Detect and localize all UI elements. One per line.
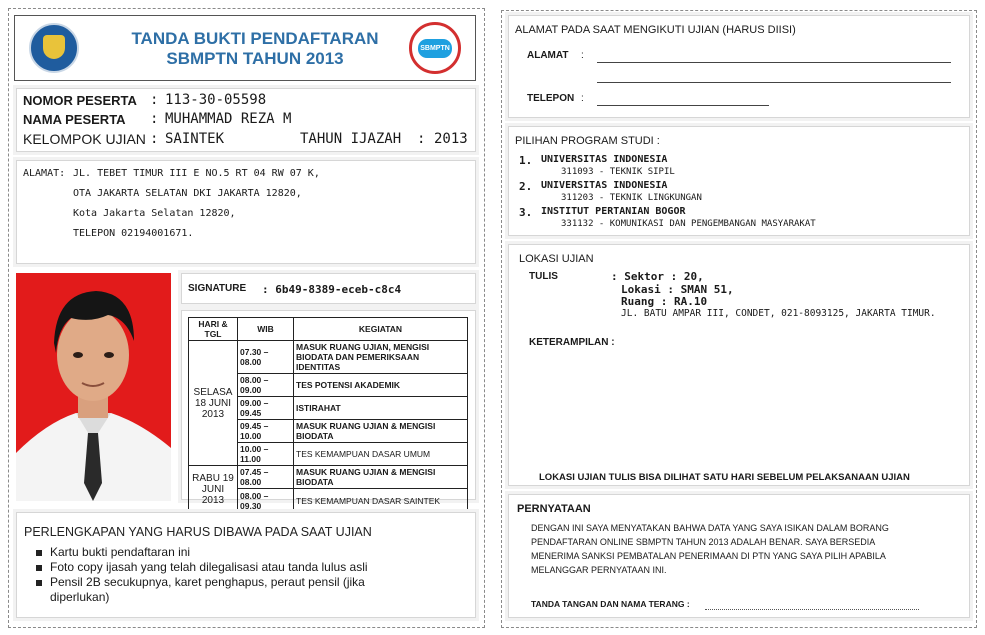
sbmptn-logo-icon: SBMPTN [409,22,461,74]
kelompok-colon: : [150,131,159,147]
program-num-3: 3. [519,206,533,219]
telepon-colon: : [581,93,584,104]
schedule-time: 07.45 – 08.00 [238,466,294,489]
tulis-label: TULIS [529,271,558,282]
schedule-activity: TES KEMAMPUAN DASAR SAINTEK [294,489,468,513]
program-univ-2: UNIVERSITAS INDONESIA [541,180,668,191]
location-lokasi: Lokasi : SMAN 51, [621,283,734,296]
university-seal-icon [29,23,79,73]
signature-box [181,273,476,304]
schedule-activity: MASUK RUANG UJIAN, MENGISI BIODATA DAN PEMERIKSAAN IDENTITAS [294,341,468,374]
program-num-1: 1. [519,154,533,167]
program-num-2: 2. [519,180,533,193]
programs-box [508,126,970,236]
address-line3: Kota Jakarta Selatan 12820, [73,208,236,219]
schedule-header-day: HARI & TGL [189,318,238,341]
statement-box [508,494,970,618]
location-ruang: Ruang : RA.10 [621,295,708,308]
nomor-label: NOMOR PESERTA [23,93,137,108]
nomor-value: 113-30-05598 [165,92,267,108]
list-item: Kartu bukti pendaftaran ini [34,545,394,560]
nama-label: NAMA PESERTA [23,112,126,127]
location-title: LOKASI UJIAN [519,253,594,265]
program-univ-3: INSTITUT PERTANIAN BOGOR [541,206,686,217]
statement-line2: PENDAFTARAN ONLINE SBMPTN TAHUN 2013 ADALAH BENAR. SAYA BERSEDIA [531,537,876,547]
list-item: Pensil 2B secukupnya, karet penghapus, peraut pensil (jika diperlukan) [34,575,394,605]
schedule-row [189,341,468,374]
statement-title: PERNYATAAN [517,503,591,515]
schedule-row [189,466,468,489]
schedule-header-time: WIB [238,318,294,341]
nama-value: MUHAMMAD REZA M [165,111,292,127]
program-univ-1: UNIVERSITAS INDONESIA [541,154,668,165]
program-prodi-3: 331132 - KOMUNIKASI DAN PENGEMBANGAN MASYARAKAT [561,219,816,229]
sign-label: TANDA TANGAN DAN NAMA TERANG : [531,599,690,609]
kelompok-value: SAINTEK [165,131,225,147]
location-address: JL. BATU AMPAR III, CONDET, 021-8093125, JAKARTA TIMUR. [621,308,936,319]
schedule-time: 09.00 – 09.45 [238,397,294,420]
schedule-day2: RABU 19 JUNI 2013 [189,466,238,513]
schedule-time: 10.00 – 11.00 [238,443,294,466]
exam-address-box [508,15,970,118]
location-note: LOKASI UJIAN TULIS BISA DILIHAT SATU HARI SEBELUM PELAKSANAAN UJIAN [539,472,910,483]
schedule-activity: TES KEMAMPUAN DASAR UMUM [294,443,468,466]
kelompok-label: KELOMPOK UJIAN [23,131,146,147]
tahun-colon: : [417,131,426,147]
list-item: Foto copy ijasah yang telah dilegalisasi atau tanda lulus asli [34,560,394,575]
address-label: ALAMAT: [23,168,66,179]
schedule-time: 07.30 – 08.00 [238,341,294,374]
header-title-line1: TANDA BUKTI PENDAFTARAN [131,29,379,48]
schedule-time: 09.45 – 10.00 [238,420,294,443]
address-box [16,160,476,264]
keterampilan-label: KETERAMPILAN : [529,337,615,348]
signature-label: SIGNATURE [188,283,247,294]
alamat-colon: : [581,50,584,61]
statement-line1: DENGAN INI SAYA MENYATAKAN BAHWA DATA YANG SAYA ISIKAN DALAM BORANG [531,523,889,533]
tahun-value: 2013 [434,131,468,147]
header-box [14,15,476,81]
schedule-header-row [189,318,468,341]
schedule-activity: TES POTENSI AKADEMIK [294,374,468,397]
telepon-label: TELEPON [527,93,575,104]
program-prodi-2: 311203 - TEKNIK LINGKUNGAN [561,193,702,203]
schedule-time: 08.00 – 09.00 [238,374,294,397]
address-line4: TELEPON 02194001671. [73,228,194,239]
kit-title: PERLENGKAPAN YANG HARUS DIBAWA PADA SAAT UJIAN [24,525,372,539]
program-prodi-1: 311093 - TEKNIK SIPIL [561,167,675,177]
alamat-line-2 [597,82,951,83]
schedule-activity: ISTIRAHAT [294,397,468,420]
participant-box [16,88,476,152]
kit-list [34,545,394,605]
header-title-line2: SBMPTN TAHUN 2013 [166,49,344,68]
exam-address-title: ALAMAT PADA SAAT MENGIKUTI UJIAN (HARUS DIISI) [515,24,796,36]
alamat-line-1 [597,62,951,63]
address-line1: JL. TEBET TIMUR III E NO.5 RT 04 RW 07 K, [73,168,320,179]
portrait-image [16,273,171,501]
address-line2: OTA JAKARTA SELATAN DKI JAKARTA 12820, [73,188,302,199]
schedule-activity: MASUK RUANG UJIAN & MENGISI BIODATA [294,466,468,489]
location-sektor: : Sektor : 20, [611,270,704,283]
schedule-day1: SELASA 18 JUNI 2013 [189,341,238,466]
alamat-label: ALAMAT [527,50,569,61]
programs-title: PILIHAN PROGRAM STUDI : [515,135,660,147]
schedule-time: 08.00 – 09.30 [238,489,294,513]
schedule-header-activity: KEGIATAN [294,318,468,341]
schedule-activity: MASUK RUANG UJIAN & MENGISI BIODATA [294,420,468,443]
sign-line [705,609,919,610]
tahun-label: TAHUN IJAZAH [300,131,402,147]
statement-line4: MELANGGAR PERNYATAAN INI. [531,565,667,575]
telepon-line [597,105,769,106]
location-box [508,244,970,486]
statement-line3: MENERIMA SANKSI PEMBATALAN PENERIMAAN DI PTN YANG SAYA PILIH APABILA [531,551,886,561]
nama-colon: : [150,111,159,127]
nomor-colon: : [150,92,159,108]
schedule-table [188,317,468,513]
participant-photo [16,273,171,501]
signature-value: : 6b49-8389-eceb-c8c4 [262,283,402,296]
